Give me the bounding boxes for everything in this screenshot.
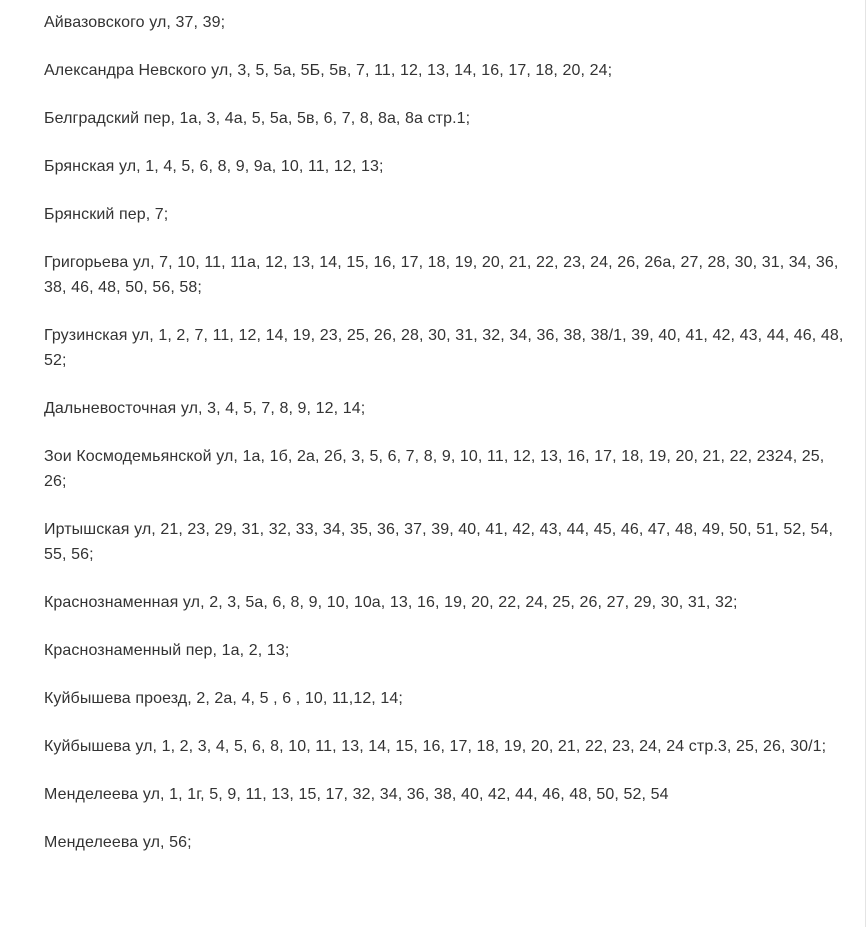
address-line: Куйбышева ул, 1, 2, 3, 4, 5, 6, 8, 10, 11, 13, 14, 15, 16, 17, 18, 19, 20, 21, 22, 23, 24, 24 стр.3, 25, 26, 30/1; [44, 738, 827, 755]
address-line: Брянская ул, 1, 4, 5, 6, 8, 9, 9а, 10, 11, 12, 13; [44, 158, 384, 175]
address-line: Краснознаменная ул, 2, 3, 5а, 6, 8, 9, 10, 10а, 13, 16, 19, 20, 22, 24, 25, 26, 27, 29, 30, 31, 32; [44, 594, 738, 611]
address-line: Иртышская ул, 21, 23, 29, 31, 32, 33, 34, 35, 36, 37, 39, 40, 41, 42, 43, 44, 45, 46, 47, 48, 49, 50, 51, 52, 54, 55, 56; [44, 521, 833, 563]
address-line: Григорьева ул, 7, 10, 11, 11а, 12, 13, 14, 15, 16, 17, 18, 19, 20, 21, 22, 23, 24, 26, 26а, 27, 28, 30, 31, 34, 36, 38, 46, 48, 50, 56, 58; [44, 254, 839, 296]
address-line: Белградский пер, 1а, 3, 4а, 5, 5а, 5в, 6, 7, 8, 8а, 8а стр.1; [44, 110, 471, 127]
address-line: Брянский пер, 7; [44, 206, 169, 223]
address-line: Куйбышева проезд, 2, 2а, 4, 5 , 6 , 10, 11,12, 14; [44, 690, 403, 707]
address-line: Айвазовского ул, 37, 39; [44, 14, 226, 31]
address-line: Менделеева ул, 56; [44, 834, 192, 851]
address-line: Краснознаменный пер, 1а, 2, 13; [44, 642, 290, 659]
address-line: Дальневосточная ул, 3, 4, 5, 7, 8, 9, 12, 14; [44, 400, 366, 417]
address-line: Зои Космодемьянской ул, 1а, 1б, 2а, 2б, 3, 5, 6, 7, 8, 9, 10, 11, 12, 13, 16, 17, 18, 19, 20, 21, 22, 2324, 25, 26; [44, 448, 825, 490]
address-line: Александра Невского ул, 3, 5, 5а, 5Б, 5в, 7, 11, 12, 13, 14, 16, 17, 18, 20, 24; [44, 62, 613, 79]
address-line: Грузинская ул, 1, 2, 7, 11, 12, 14, 19, 23, 25, 26, 28, 30, 31, 32, 34, 36, 38, 38/1, 39, 40, 41, 42, 43, 44, 46, 48, 52; [44, 327, 844, 369]
address-line: Менделеева ул, 1, 1г, 5, 9, 11, 13, 15, 17, 32, 34, 36, 38, 40, 42, 44, 46, 48, 50, 52, 54 [44, 786, 669, 803]
